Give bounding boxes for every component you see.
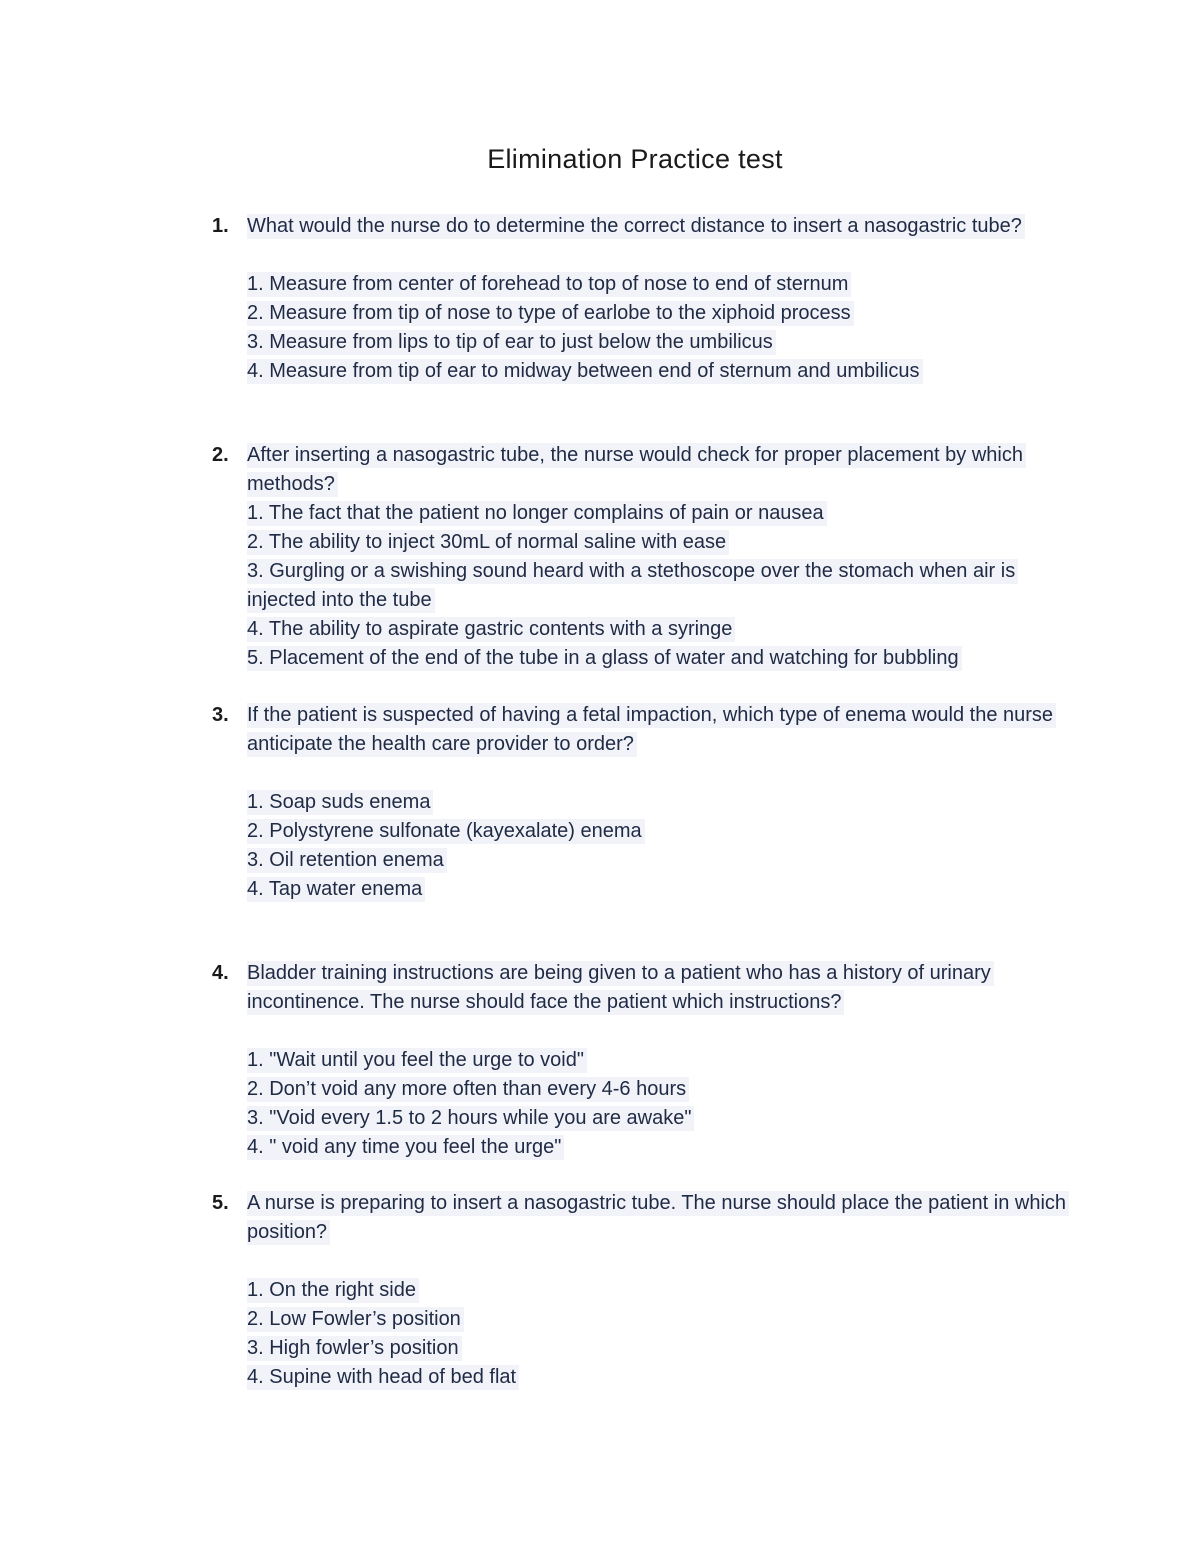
answer-option: 4. The ability to aspirate gastric contents with a syringe <box>247 617 735 642</box>
answer-option: 1. Soap suds enema <box>247 790 433 815</box>
answer-option: 2. Low Fowler’s position <box>247 1307 464 1332</box>
answer-option: 4. Measure from tip of ear to midway between end of sternum and umbilicus <box>247 359 923 384</box>
question-text: If the patient is suspected of having a fetal impaction, which type of enema would the nurse anticipate the health care provider to order? <box>247 703 1056 757</box>
answer-options <box>247 270 1072 386</box>
answer-option: 2. Polystyrene sulfonate (kayexalate) enema <box>247 819 645 844</box>
document-title: Elimination Practice test <box>487 144 783 174</box>
question-number: 1. <box>212 215 229 237</box>
question-number: 4. <box>212 962 229 984</box>
answer-option: 5. Placement of the end of the tube in a glass of water and watching for bubbling <box>247 646 962 671</box>
answer-option: 1. "Wait until you feel the urge to void" <box>247 1048 587 1073</box>
answer-options <box>247 788 1072 904</box>
answer-option: 2. Don’t void any more often than every 4-6 hours <box>247 1077 689 1102</box>
answer-option: 1. On the right side <box>247 1278 419 1303</box>
answer-option: 2. Measure from tip of nose to type of earlobe to the xiphoid process <box>247 301 854 326</box>
question-number: 3. <box>212 704 229 726</box>
answer-options <box>247 1046 1072 1162</box>
answer-options <box>247 1276 1072 1392</box>
answer-option: 3. Oil retention enema <box>247 848 447 873</box>
question-text: After inserting a nasogastric tube, the nurse would check for proper placement by which methods? <box>247 443 1026 497</box>
question-2 <box>212 441 1072 673</box>
question-5 <box>212 1189 1072 1392</box>
answer-options <box>247 499 1072 673</box>
answer-option: 4. " void any time you feel the urge" <box>247 1135 564 1160</box>
answer-option: 3. Gurgling or a swishing sound heard with a stethoscope over the stomach when air is injected into the tube <box>247 559 1018 613</box>
question-text: What would the nurse do to determine the correct distance to insert a nasogastric tube? <box>247 214 1025 239</box>
question-4 <box>212 959 1072 1162</box>
question-number: 2. <box>212 444 229 466</box>
answer-option: 4. Supine with head of bed flat <box>247 1365 519 1390</box>
question-3 <box>212 701 1072 904</box>
answer-option: 3. High fowler’s position <box>247 1336 462 1361</box>
answer-option: 4. Tap water enema <box>247 877 425 902</box>
answer-option: 2. The ability to inject 30mL of normal saline with ease <box>247 530 729 555</box>
question-text: A nurse is preparing to insert a nasogastric tube. The nurse should place the patient in which position? <box>247 1191 1069 1245</box>
answer-option: 1. The fact that the patient no longer complains of pain or nausea <box>247 501 827 526</box>
question-text: Bladder training instructions are being given to a patient who has a history of urinary incontinence. The nurse should face the patient which instructions? <box>247 961 994 1015</box>
question-number: 5. <box>212 1192 229 1214</box>
answer-option: 3. Measure from lips to tip of ear to just below the umbilicus <box>247 330 776 355</box>
question-1 <box>212 212 1072 386</box>
answer-option: 1. Measure from center of forehead to top of nose to end of sternum <box>247 272 851 297</box>
answer-option: 3. "Void every 1.5 to 2 hours while you are awake" <box>247 1106 694 1131</box>
